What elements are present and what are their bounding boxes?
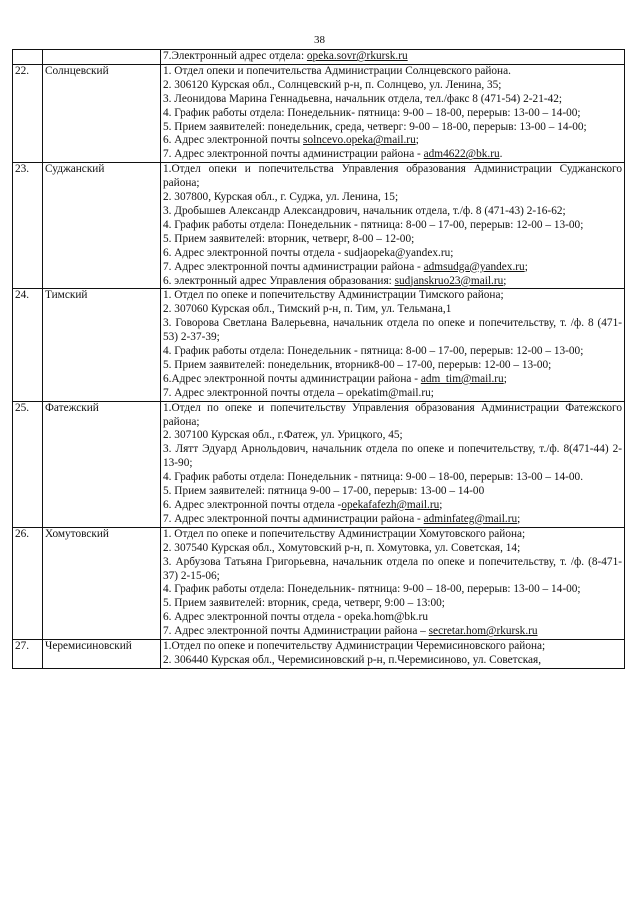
detail-tail: ; — [503, 274, 507, 287]
page-number: 38 — [314, 34, 325, 46]
row-number: 25. — [13, 401, 43, 527]
detail-text: 7.Электронный адрес отдела: — [163, 50, 307, 62]
district-name: Солнцевский — [43, 64, 161, 162]
detail-text: 7. Адрес электронной почты Администрации района – — [163, 625, 429, 638]
detail-line — [163, 556, 622, 584]
detail-text: 5. Прием заявителей: понедельник, среда, четверг: 9-00 – 18-00, перерыв: 13-00 – 14-00; — [163, 120, 587, 133]
details-cell — [161, 289, 625, 401]
detail-line — [163, 261, 622, 275]
table-row — [13, 640, 625, 669]
detail-line — [163, 640, 622, 654]
detail-line — [163, 148, 622, 162]
detail-text: 1.Отдел по опеке и попечительству Администрации Черемисиновского района; — [163, 640, 546, 653]
detail-text: 2. 307060 Курская обл., Тимский р-н, п. Тим, ул. Тельмана,1 — [163, 303, 452, 316]
detail-line — [163, 275, 622, 289]
email-link[interactable]: opekafafezh@mail.ru — [341, 499, 440, 511]
detail-line — [163, 205, 622, 219]
detail-text: 4. График работы отдела: Понедельник- пятница: 9-00 – 18-00, перерыв: 13-00 – 14-00; — [163, 106, 581, 119]
detail-tail: ; — [524, 260, 528, 273]
detail-line — [163, 219, 622, 233]
detail-text: 5. Прием заявителей: понедельник, вторник8-00 – 17-00, перерыв: 12-00 – 13-00; — [163, 358, 552, 371]
row-number-cell — [13, 50, 43, 65]
detail-text: 6. Адрес электронной почты отдела - — [163, 499, 342, 511]
detail-text: 3. Леонидова Марина Геннадьевна, начальник отдела, тел./факс 8 (471-54) 2-21-42; — [163, 92, 563, 105]
detail-line — [163, 429, 622, 443]
detail-tail: ; — [439, 499, 443, 511]
detail-line — [163, 303, 622, 317]
details-cell — [161, 50, 625, 65]
detail-line — [163, 402, 622, 430]
table-row — [13, 527, 625, 639]
detail-text: 3. Арбузова Татьяна Григорьевна, начальник отдела по опеке и попечительству, т. /ф. (8-471-37) 2-15-06; — [163, 555, 622, 582]
detail-text: 2. 307800, Курская обл., г. Суджа, ул. Ленина, 15; — [163, 191, 399, 204]
detail-text: 2. 307100 Курская обл., г.Фатеж, ул. Урицкого, 45; — [163, 429, 403, 442]
detail-text: 6. Адрес электронной почты отдела - sudjaopeka@yandex.ru; — [163, 246, 454, 259]
detail-line — [163, 513, 622, 527]
detail-text: 3. Лятт Эдуард Арнольдович, начальник отдела по опеке и попечительству, т./ф. 8(471-44) 2-13-90; — [163, 443, 622, 470]
detail-line — [163, 163, 622, 191]
table-row — [13, 289, 625, 401]
detail-line — [163, 79, 622, 93]
detail-tail: ; — [503, 372, 507, 385]
details-cell — [161, 640, 625, 669]
email-link[interactable]: adminfateg@mail.ru — [423, 512, 518, 525]
row-number: 27. — [13, 640, 43, 669]
detail-line — [163, 443, 622, 471]
detail-line — [163, 542, 622, 556]
detail-text: 7. Адрес электронной почты администрации района - — [163, 512, 424, 525]
detail-line — [163, 387, 622, 401]
detail-text: 2. 307540 Курская обл., Хомутовский р-н, п. Хомутовка, ул. Советская, 14; — [163, 541, 521, 554]
detail-line — [163, 247, 622, 261]
row-number: 24. — [13, 289, 43, 401]
table-row — [13, 401, 625, 527]
detail-line — [163, 191, 622, 205]
detail-text: 6. Адрес электронной почты — [163, 134, 304, 147]
detail-line — [163, 373, 622, 387]
detail-text: 7. Адрес электронной почты отдела – opekatim@mail.ru; — [163, 386, 434, 399]
detail-text: 7. Адрес электронной почты администрации района - — [163, 260, 424, 273]
continuation-row — [13, 50, 625, 65]
district-name: Хомутовский — [43, 527, 161, 639]
district-cell — [43, 50, 161, 65]
detail-text: 3. Дробышев Александр Александрович, начальник отдела, т./ф. 8 (471-43) 2-16-62; — [163, 204, 566, 217]
detail-text: 3. Говорова Светлана Валерьевна, начальник отдела по опеке и попечительству, т. /ф. 8 (471-53) 2-37-39; — [163, 317, 622, 344]
email-link[interactable]: adm_tim@mail.ru — [420, 372, 504, 385]
detail-text: 4. График работы отдела: Понедельник - пятница: 8-00 – 17-00, перерыв: 12-00 – 13-00; — [163, 345, 584, 358]
detail-line — [163, 134, 622, 148]
detail-text: 5. Прием заявителей: вторник, среда, четверг, 9:00 – 13:00; — [163, 597, 445, 610]
detail-line — [163, 611, 622, 625]
detail-tail: ; — [517, 512, 521, 525]
detail-text: 5. Прием заявителей: вторник, четверг, 8-00 – 12-00; — [163, 232, 415, 245]
email-link[interactable]: admsudga@yandex.ru — [423, 260, 525, 273]
detail-line — [163, 625, 622, 639]
detail-line — [163, 499, 622, 513]
details-cell — [161, 527, 625, 639]
email-link[interactable]: sudjanskruo23@mail.ru — [394, 274, 504, 287]
detail-text: 5. Прием заявителей: пятница 9-00 – 17-00, перерыв: 13-00 – 14-00 — [163, 485, 485, 498]
detail-text: 4. График работы отдела: Понедельник - пятница: 8-00 – 17-00, перерыв: 12-00 – 13-00; — [163, 218, 584, 231]
detail-text: 6. электронный адрес Управления образования: — [163, 274, 395, 287]
detail-line — [163, 317, 622, 345]
detail-line — [163, 471, 622, 485]
detail-text: 6.Адрес электронной почты администрации района - — [163, 372, 421, 385]
district-name: Тимский — [43, 289, 161, 401]
row-number: 23. — [13, 163, 43, 289]
detail-text: 2. 306440 Курская обл., Черемисиновский р-н, п.Черемисиново, ул. Советская, — [163, 653, 542, 666]
detail-line — [163, 654, 622, 668]
detail-line — [163, 233, 622, 247]
detail-text: 1. Отдел опеки и попечительства Администрации Солнцевского района. — [163, 64, 511, 77]
detail-text: 1. Отдел по опеке и попечительству Администрации Хомутовского района; — [163, 527, 526, 540]
row-number: 22. — [13, 64, 43, 162]
detail-line — [163, 93, 622, 107]
detail-line — [163, 65, 622, 79]
detail-line — [163, 50, 622, 64]
detail-tail: . — [499, 148, 503, 161]
detail-text: 7. Адрес электронной почты администрации района - — [163, 148, 424, 161]
detail-line — [163, 359, 622, 373]
table-row — [13, 64, 625, 162]
detail-line — [163, 107, 622, 121]
detail-line — [163, 528, 622, 542]
detail-line — [163, 289, 622, 303]
detail-text: 6. Адрес электронной почты отдела - opeka.hom@bk.ru — [163, 611, 428, 624]
detail-tail: ; — [415, 134, 419, 147]
district-name: Суджанский — [43, 163, 161, 289]
email-link[interactable]: solncevo.opeka@mail.ru — [303, 134, 416, 147]
district-name: Черемисиновский — [43, 640, 161, 669]
detail-line — [163, 485, 622, 499]
guardianship-departments-table — [12, 49, 625, 669]
detail-text: 4. График работы отдела: Понедельник - пятница: 9-00 – 18-00, перерыв: 13-00 – 14-00. — [163, 471, 584, 484]
district-name: Фатежский — [43, 401, 161, 527]
details-cell — [161, 163, 625, 289]
table-row — [13, 163, 625, 289]
detail-text: 2. 306120 Курская обл., Солнцевский р-н, п. Солнцево, ул. Ленина, 35; — [163, 78, 502, 91]
detail-text: 1.Отдел по опеке и попечительству Управления образования Администрации Фатежского района; — [163, 401, 622, 428]
row-number: 26. — [13, 527, 43, 639]
detail-text: 1.Отдел опеки и попечительства Управления образования Администрации Суджанского района; — [163, 163, 622, 190]
details-cell — [161, 401, 625, 527]
detail-line — [163, 597, 622, 611]
detail-text: 1. Отдел по опеке и попечительству Администрации Тимского района; — [163, 289, 504, 302]
email-link[interactable]: adm4622@bk.ru — [423, 148, 500, 161]
details-cell — [161, 64, 625, 162]
detail-line — [163, 121, 622, 135]
detail-text: 4. График работы отдела: Понедельник- пятница: 9-00 – 18-00, перерыв: 13-00 – 14-00; — [163, 583, 581, 596]
email-link[interactable]: secretar.hom@rkursk.ru — [428, 625, 538, 638]
detail-line — [163, 345, 622, 359]
email-link[interactable]: opeka.sovr@rkursk.ru — [306, 50, 408, 62]
detail-line — [163, 583, 622, 597]
